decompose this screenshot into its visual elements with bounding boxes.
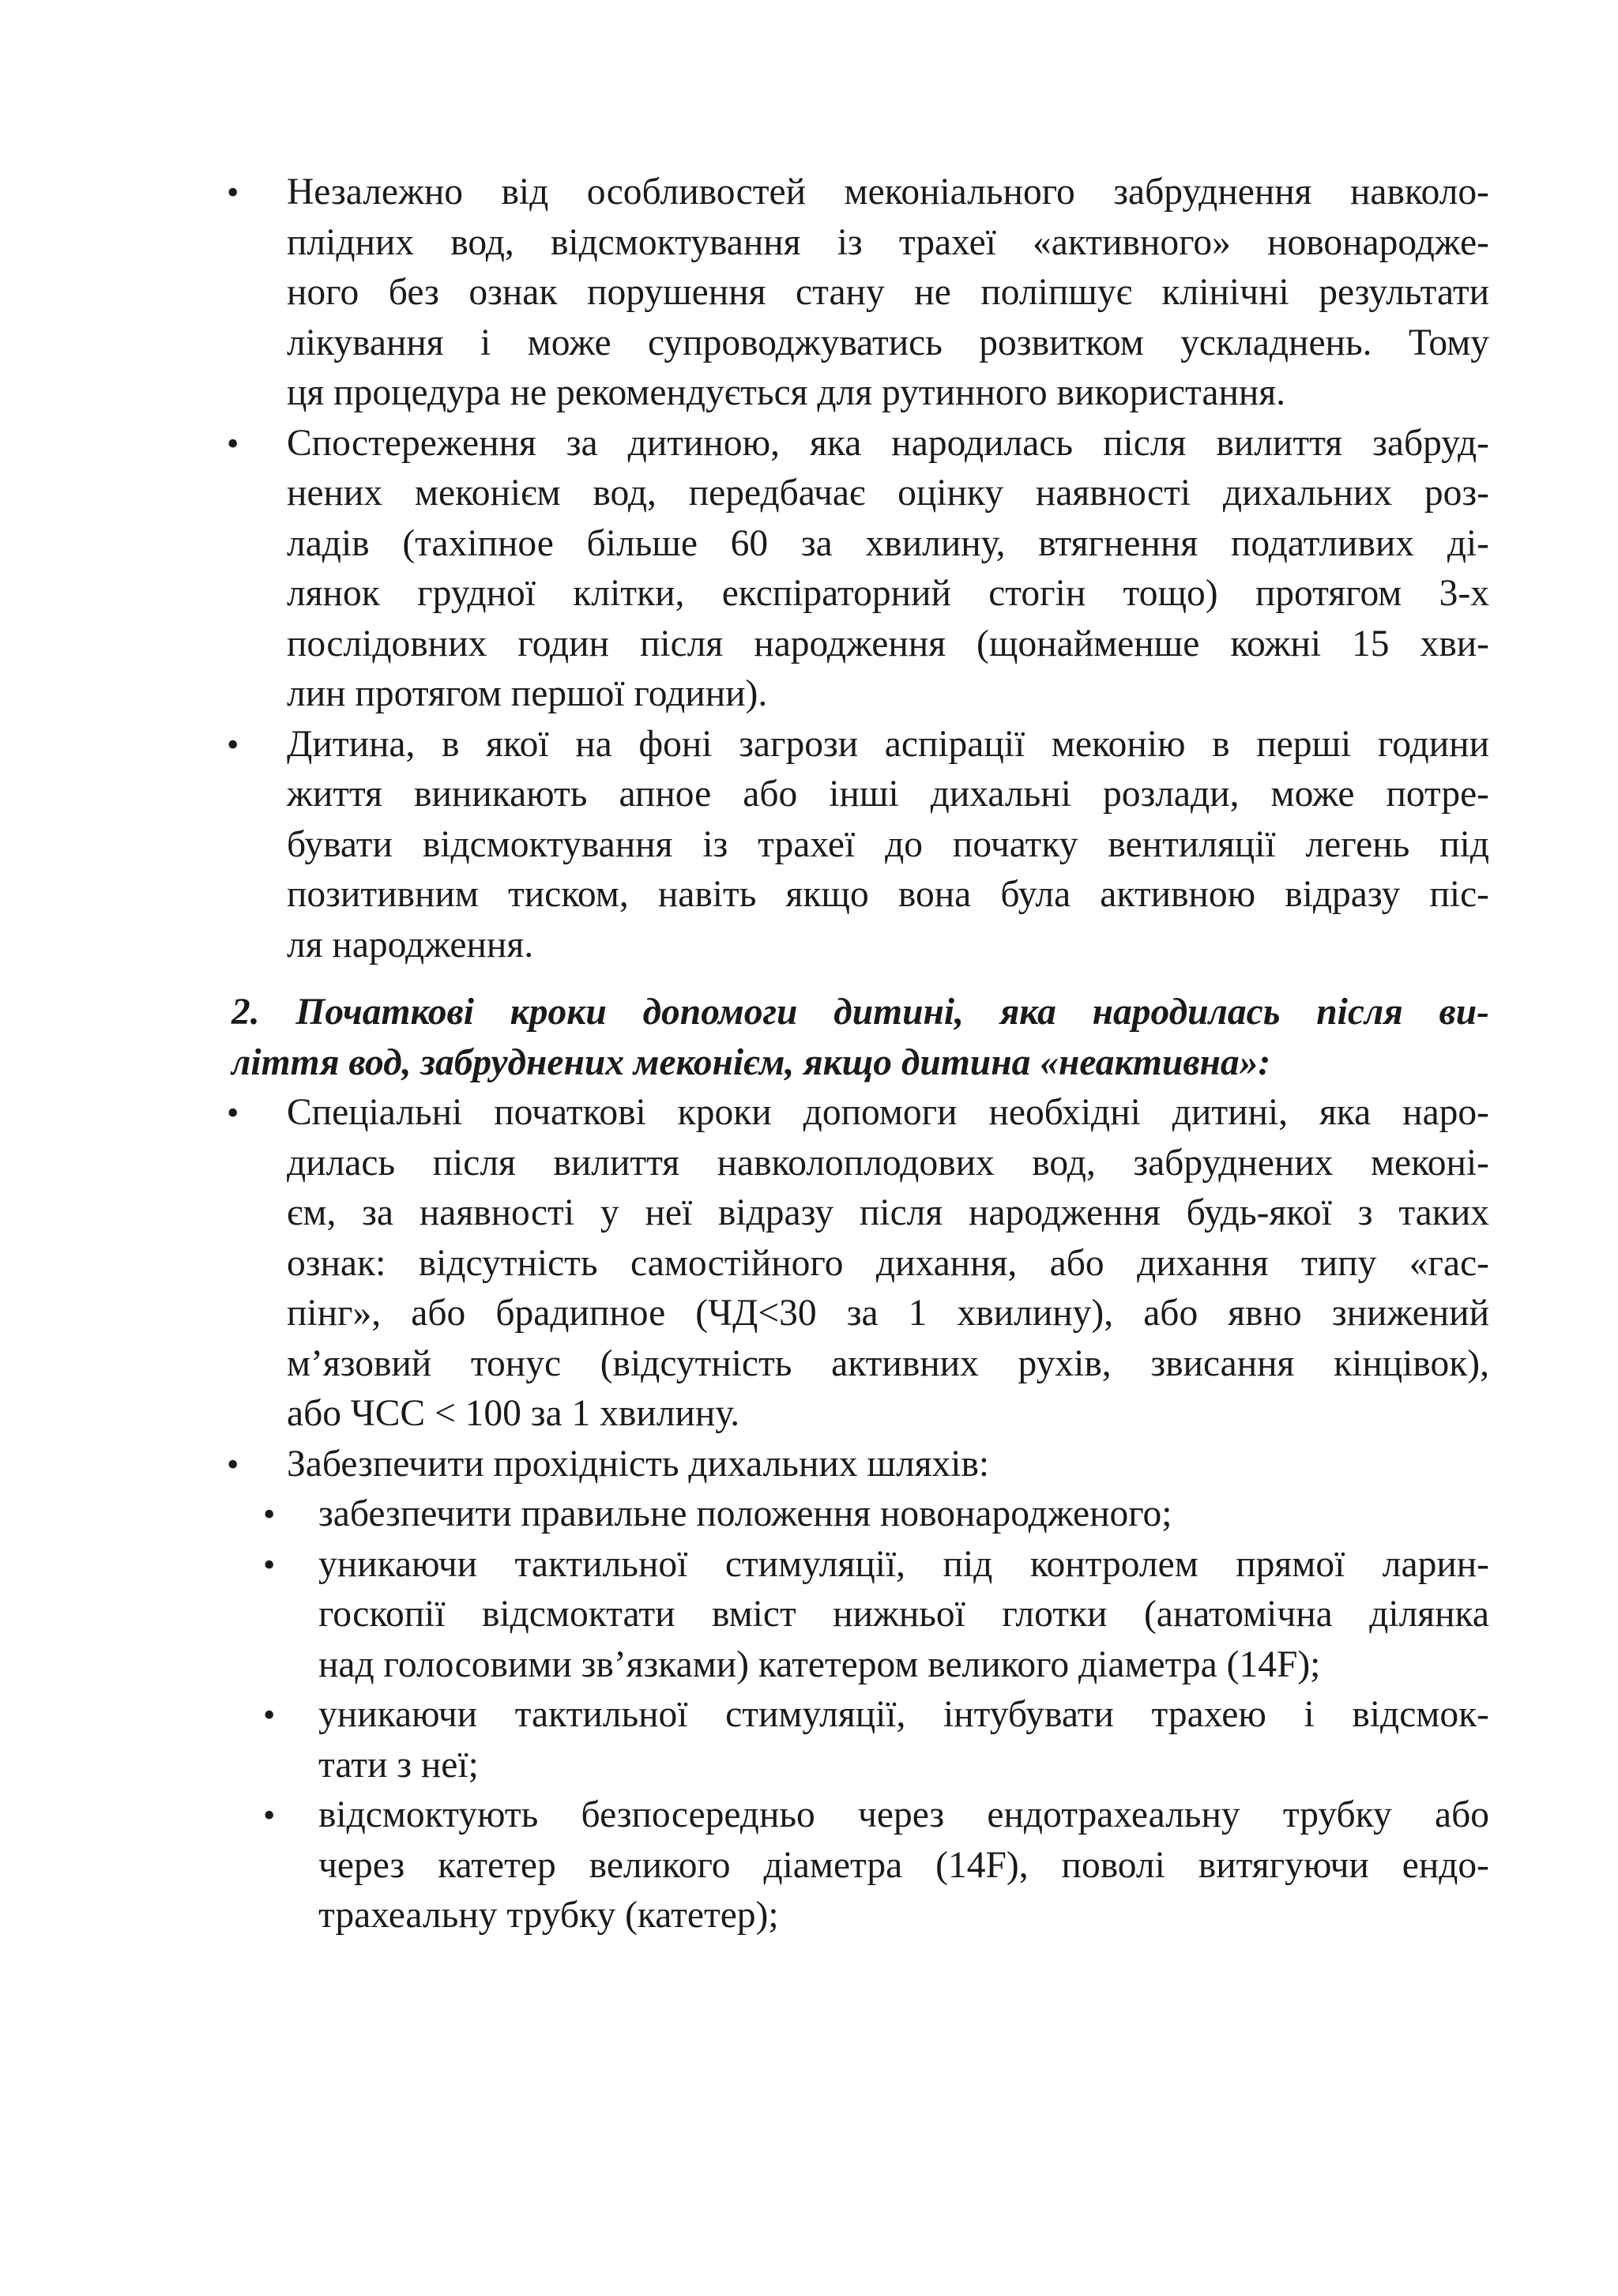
bullet-icon: •: [263, 1495, 276, 1534]
text-line: над голосовими зв’язками) катетером великого діаметра (14F);: [318, 1643, 1321, 1685]
text-line: нених меконієм вод, передбачає оцінку наявності дихальних роз-: [287, 472, 1489, 514]
text-line: Забезпечити прохідність дихальних шляхів:: [287, 1443, 990, 1485]
text-line: єм, за наявності у неї відразу після народження будь-якої з таких: [287, 1192, 1489, 1233]
bullet-list-1: [225, 167, 1489, 970]
text-line: дилась після вилиття навколоплодових вод, забруднених меконі-: [287, 1142, 1489, 1184]
bullet-icon: •: [227, 173, 239, 212]
list-item: [225, 1440, 1489, 1490]
text-line: Спостереження за дитиною, яка народилась після вилиття забруд-: [287, 422, 1489, 464]
text-line: через катетер великого діаметра (14F), поволі витягуючи ендо-: [318, 1844, 1489, 1886]
bullet-icon: •: [227, 423, 239, 463]
nested-bullet-list: [225, 1489, 1489, 1941]
text-line: уникаючи тактильної стимуляції, інтубувати трахею і відсмок-: [318, 1694, 1489, 1735]
bullet-icon: •: [263, 1696, 276, 1734]
bullet-icon: •: [227, 725, 239, 764]
sub-list-item: [225, 1540, 1489, 1691]
bullet-icon: •: [227, 1444, 239, 1484]
bullet-list-2: [225, 1088, 1489, 1489]
text-line: Дитина, в якої на фоні загрози аспірації меконію в перші години: [287, 723, 1489, 765]
list-item: [225, 720, 1489, 971]
text-line: життя виникають апное або інші дихальні розлади, може потре-: [287, 773, 1489, 815]
text-line: забезпечити правильне положення новонародженого;: [318, 1493, 1172, 1534]
list-item: [225, 1088, 1489, 1440]
text-line: уникаючи тактильної стимуляції, під контролем прямої ларин-: [318, 1543, 1489, 1585]
bullet-icon: •: [227, 1093, 239, 1132]
text-line: плідних вод, відсмоктування із трахеї «активного» новонародже-: [287, 221, 1489, 263]
text-line: послідовних годин після народження (щонайменше кожні 15 хви-: [287, 623, 1489, 664]
list-item: [225, 419, 1489, 720]
text-line: Незалежно від особливостей меконіального забруднення навколо-: [287, 171, 1489, 213]
text-line: Спеціальні початкові кроки допомоги необхідні дитині, яка наро-: [287, 1092, 1489, 1133]
text-line: госкопії відсмоктати вміст нижньої глотки (анатомічна ділянка: [318, 1594, 1489, 1635]
document-page: [225, 167, 1489, 1941]
heading-line: 2. Початкові кроки допомоги дитині, яка народилась після ви-: [231, 992, 1489, 1033]
text-line: тати з неї;: [318, 1744, 479, 1786]
text-line: ця процедура не рекомендується для рутинного використання.: [287, 372, 1286, 413]
text-line: ля народження.: [287, 924, 534, 965]
sub-list-item: [225, 1489, 1489, 1540]
text-line: лікування і може супроводжуватись розвитком ускладнень. Тому: [287, 322, 1489, 363]
text-line: трахеальну трубку (катетер);: [318, 1895, 779, 1936]
bullet-icon: •: [263, 1796, 276, 1835]
section-heading: [225, 988, 1489, 1088]
sub-list-item: [225, 1790, 1489, 1941]
text-line: позитивним тиском, навіть якщо вона була активною відразу піс-: [287, 874, 1489, 915]
text-line: ознак: відсутність самостійного дихання, або дихання типу «гас-: [287, 1242, 1489, 1284]
text-line: або ЧСС < 100 за 1 хвилину.: [287, 1393, 740, 1434]
text-line: ладів (тахіпное більше 60 за хвилину, втягнення податливих ді-: [287, 522, 1489, 564]
text-line: лин протягом першої години).: [287, 673, 768, 714]
heading-line: ліття вод, забруднених меконієм, якщо дитина «неактивна»:: [231, 1041, 1271, 1083]
list-item: [225, 167, 1489, 419]
text-line: відсмоктують безпосередньо через ендотрахеальну трубку або: [318, 1794, 1489, 1835]
text-line: бувати відсмоктування із трахеї до початку вентиляції легень під: [287, 823, 1489, 865]
bullet-icon: •: [263, 1545, 276, 1584]
sub-list-item: [225, 1690, 1489, 1790]
text-line: м’язовий тонус (відсутність активних рухів, звисання кінцівок),: [287, 1342, 1489, 1384]
text-line: ного без ознак порушення стану не поліпшує клінічні результати: [287, 272, 1489, 313]
text-line: лянок грудної клітки, експіраторний стогін тощо) протягом 3-х: [287, 573, 1489, 614]
text-line: пінг», або брадипное (ЧД<30 за 1 хвилину), або явно знижений: [287, 1293, 1489, 1334]
